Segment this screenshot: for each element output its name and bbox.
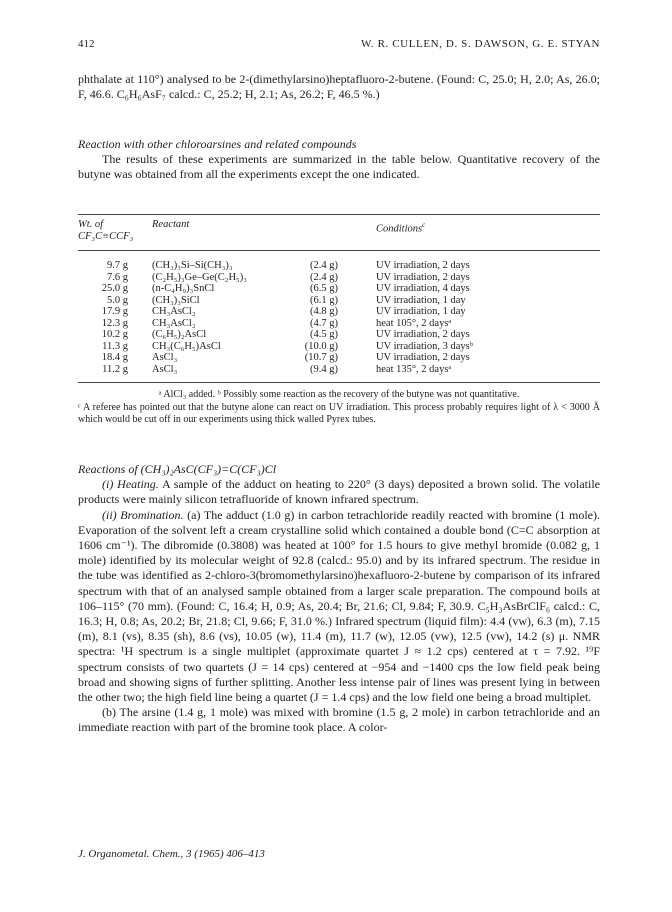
table-cell-weight: 18.4 g bbox=[101, 352, 128, 363]
table-cell-reactant: AsCl₃ bbox=[152, 352, 178, 363]
table-cell-conditions: UV irradiation, 4 days bbox=[376, 283, 470, 294]
table-cell-conditions: heat 105°, 2 daysᵃ bbox=[376, 317, 452, 329]
table-cell-conditions: UV irradiation, 1 day bbox=[376, 306, 466, 317]
table-header-conditions-mark: c bbox=[422, 221, 426, 229]
table-cell-reactant: (C₂H₅)₃Ge–Ge(C₂H₅)₃ bbox=[152, 271, 247, 283]
table-cell-reactant: (n-C₄H₉)₃SnCl bbox=[152, 283, 215, 294]
table-cell-weight: 9.7 g bbox=[107, 260, 128, 271]
footnote-c: ᶜ A referee has pointed out that the butyne alone can react on UV irradiation. This process probably requires light of λ < 3000 Å which would be cut off in our experiments using thick walled Pyrex tubes. bbox=[78, 401, 600, 425]
table-cell-reactant: (C₆H₅)₂AsCl bbox=[152, 329, 207, 340]
table-cell-amount: (4.7 g) bbox=[310, 317, 338, 329]
table-cell-weight: 5.0 g bbox=[107, 294, 128, 306]
table-cell-conditions: heat 135°, 2 daysᵃ bbox=[376, 363, 452, 375]
table-cell-amount: (10.7 g) bbox=[304, 352, 338, 363]
table-cell-amount: (4.5 g) bbox=[310, 329, 338, 340]
table-cell-amount: (2.4 g) bbox=[310, 271, 338, 283]
table-cell-reactant: CH₃AsCl₂ bbox=[152, 317, 196, 329]
table-cell-amount: (10.0 g) bbox=[304, 340, 338, 352]
table-cell-reactant: (CH₃)₃SiCl bbox=[152, 294, 200, 306]
running-header bbox=[78, 38, 600, 54]
table-header-reactant: Reactant bbox=[152, 219, 190, 230]
table-cell-weight: 17.9 g bbox=[101, 306, 128, 317]
table-row bbox=[78, 283, 600, 295]
table-cell-amount: (2.4 g) bbox=[310, 260, 338, 271]
table-header-weight: Wt. of CF₃C≡CCF₃ bbox=[78, 219, 134, 242]
table-cell-amount: (9.4 g) bbox=[310, 363, 338, 375]
paragraph-bromination bbox=[78, 508, 600, 706]
table-cell-weight: 11.2 g bbox=[102, 363, 128, 375]
table-cell-conditions: UV irradiation, 2 days bbox=[376, 329, 470, 340]
table-bottom-rule bbox=[78, 382, 600, 383]
intro-paragraph-block bbox=[78, 72, 600, 102]
paragraph-heating bbox=[78, 477, 600, 507]
table-cell-weight: 12.3 g bbox=[101, 317, 128, 329]
page-number: 412 bbox=[78, 38, 95, 50]
table-cell-conditions: UV irradiation, 3 daysᵇ bbox=[376, 340, 473, 352]
intro-paragraph: phthalate at 110°) analysed to be 2-(dimethylarsino)heptafluoro-2-butene. (Found: C, 25.0; H, 2.0; As, 26.0; F, 46.6. C₆H₆AsF₇ calcd.: C, 25.2; H, 2.1; As, 26.2; F, 46.5 %.) bbox=[78, 72, 600, 102]
table-cell-weight: 10.2 g bbox=[101, 329, 128, 340]
table-header-conditions bbox=[376, 219, 425, 236]
table-cell-conditions: UV irradiation, 1 day bbox=[376, 294, 466, 306]
table-header-rule bbox=[78, 250, 600, 251]
table-row bbox=[78, 260, 600, 272]
table-cell-amount: (6.1 g) bbox=[310, 294, 338, 306]
table-row bbox=[78, 295, 600, 307]
table-header-conditions-label: Conditions bbox=[376, 223, 423, 235]
table-cell-conditions: UV irradiation, 2 days bbox=[376, 271, 470, 283]
table-row bbox=[78, 364, 600, 376]
table-cell-reactant: CH₃AsCl₂ bbox=[152, 306, 196, 317]
table-cell-amount: (6.5 g) bbox=[310, 283, 338, 294]
bromination-text: (a) The adduct (1.0 g) in carbon tetrachloride readily reacted with bromine (1 mole). Evaporation of the solvent left a cream crystalline solid which contained a double bond (C=C absorption at 1606 cm⁻¹). The dibromide (0.3808) was heated at 100° for 1.5 hours to give methyl bromide (0.082 g, 1 mole) identified by its molecular weight of 92.8 (calcd.: 95.0) and by its infrared spectrum. The residue in the tube was identified as 2-chloro-3(bromomethylarsino)hexafluoro-2-butene by comparison of its infrared spectrum with that of an analysed sample obtained from a larger scale preparation. The compound boils at 106–115° (70 mm). (Found: C, 16.4; H, 0.9; As, 20.4; Br, 21.6; Cl, 9.84; F, 30.9. C₅H₃AsBrClF₆ calcd.: C, 16.3; H, 0.8; As, 20.2; Br, 21.8; Cl, 9.66; F, 31.0 %.) Infrared spectrum (liquid film): 4.4 (vw), 6.3 (m), 7.15 (m), 8.1 (vs), 8.35 (sh), 8.6 (vs), 10.05 (w), 11.4 (m), 11.7 (w), 12.05 (vw), 12.5 (vw), 14.2 (s) μ. NMR spectra: ¹H spectrum is a single multiplet (approximate quartet J ≈ 1.2 cps) centered at τ = 7.92. ¹⁹F spectrum consists of two quartets (J = 14 cps) centered at −954 and −1400 cps the low field peak being broad and showing signs of further splitting. Another less intense pair of lines was present lying in between the other two; the high field line being a quartet (J = 1.4 cps) and the low field one being a broad multiplet. bbox=[78, 507, 600, 705]
table-cell-reactant: CH₃(C₆H₅)AsCl bbox=[152, 340, 221, 352]
table-row bbox=[78, 341, 600, 353]
paragraph-part-b: (b) The arsine (1.4 g, 1 mole) was mixed with bromine (1.5 g, 2 mole) in carbon tetrachloride and an immediate reaction with part of the bromine took place. A color- bbox=[78, 705, 600, 735]
section-heading-chloroarsines: Reaction with other chloroarsines and related compounds bbox=[78, 137, 357, 151]
bromination-label: (ii) Bromination. bbox=[102, 507, 184, 522]
table-cell-conditions: UV irradiation, 2 days bbox=[376, 260, 470, 271]
table-row bbox=[78, 318, 600, 330]
table-row bbox=[78, 329, 600, 341]
table-cell-weight: 25.0 g bbox=[101, 283, 128, 294]
table-cell-reactant: (CH₃)₃Si–Si(CH₃)₃ bbox=[152, 260, 233, 271]
table-row bbox=[78, 272, 600, 284]
section-body-chloroarsines: The results of these experiments are summarized in the table below. Quantitative recovery of the butyne was obtained from all the experiments except the one indicated. bbox=[78, 152, 600, 182]
table-footnotes bbox=[78, 389, 600, 427]
section-other-chloroarsines bbox=[78, 137, 600, 183]
section-reactions bbox=[78, 462, 600, 736]
footnote-a-b: ᵃ AlCl₃ added. ᵇ Possibly some reaction as the recovery of the butyne was not quantitative. bbox=[158, 389, 520, 400]
section-heading-reactions: Reactions of (CH₃)₂AsC(CF₃)=C(CF₃)Cl bbox=[78, 462, 277, 476]
table-cell-reactant: AsCl₃ bbox=[152, 363, 178, 375]
table-row bbox=[78, 306, 600, 318]
table-cell-weight: 7.6 g bbox=[107, 271, 128, 283]
running-authors: W. R. CULLEN, D. S. DAWSON, G. E. STYAN bbox=[360, 38, 600, 50]
heating-text: A sample of the adduct on heating to 220° (3 days) deposited a brown solid. The volatile products were mainly silicon tetrafluoride of known infrared spectrum. bbox=[78, 477, 600, 507]
table-row bbox=[78, 352, 600, 364]
heating-label: (i) Heating. bbox=[102, 477, 159, 492]
table-cell-amount: (4.8 g) bbox=[310, 306, 338, 317]
table-cell-weight: 11.3 g bbox=[102, 340, 128, 352]
table-top-rule bbox=[78, 214, 600, 215]
journal-citation: J. Organometal. Chem., 3 (1965) 406–413 bbox=[78, 848, 265, 860]
table-cell-conditions: UV irradiation, 2 days bbox=[376, 352, 470, 363]
